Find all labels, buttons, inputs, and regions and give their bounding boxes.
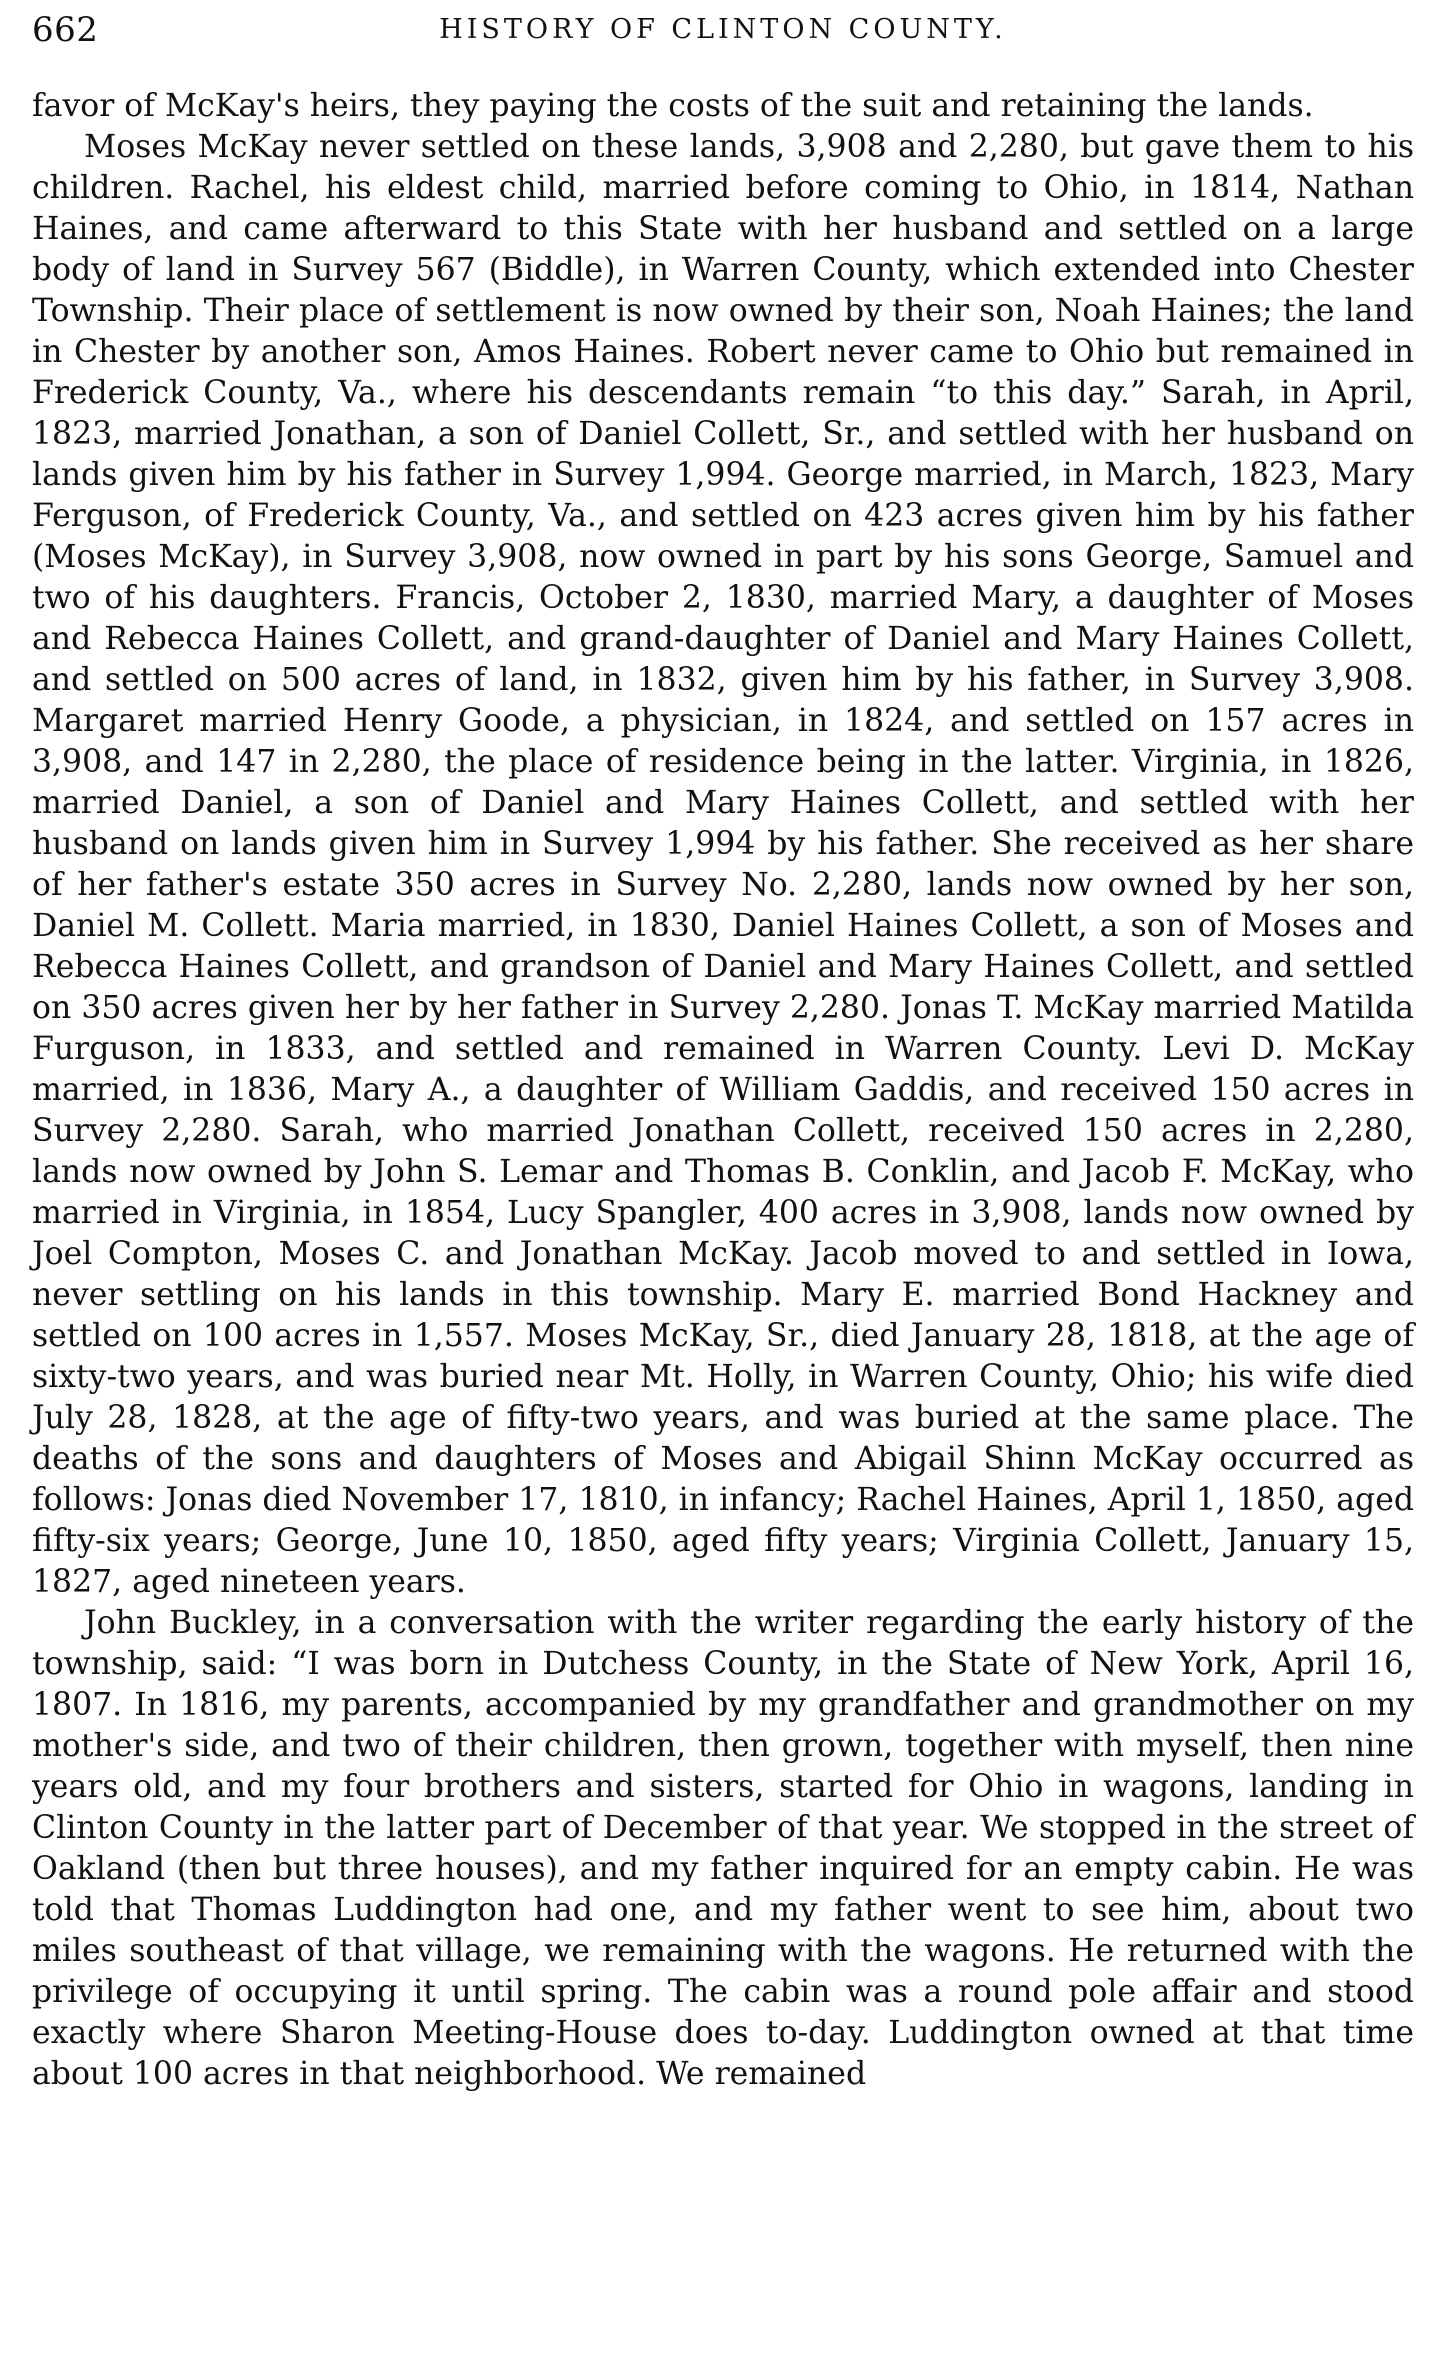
body-text: [32, 86, 1414, 2095]
paragraph-continued: favor of McKay's heirs, they paying the costs of the suit and retaining the lands.: [32, 88, 1314, 124]
document-page: [32, 0, 1414, 2353]
paragraph-mckay-children: Moses McKay never settled on these lands, 3,908 and 2,280, but gave them to his children. Rachel, his eldest child, married before coming to Ohio, in 1814, Nathan Haines, and came afterward to this State with her husband and settled on a large body of land in Survey 567 (Biddle), in Warren County, which extended into Chester Township. Their place of settlement is now owned by their son, Noah Haines; the land in Chester by another son, Amos Haines. Robert never came to Ohio but remained in Frederick County, Va., where his descendants remain “to this day.” Sarah, in April, 1823, married Jonathan, a son of Daniel Collett, Sr., and settled with her husband on lands given him by his father in Survey 1,994. George married, in March, 1823, Mary Ferguson, of Frederick County, Va., and settled on 423 acres given him by his father (Moses McKay), in Survey 3,908, now owned in part by his sons George, Samuel and two of his daughters. Francis, October 2, 1830, married Mary, a daughter of Moses and Rebecca Haines Collett, and grand-daughter of Daniel and Mary Haines Collett, and settled on 500 acres of land, in 1832, given him by his father, in Survey 3,908. Margaret married Henry Goode, a physician, in 1824, and settled on 157 acres in 3,908, and 147 in 2,280, the place of residence being in the latter. Virginia, in 1826, married Daniel, a son of Daniel and Mary Haines Collett, and settled with her husband on lands given him in Survey 1,994 by his father. She received as her share of her father's estate 350 acres in Survey No. 2,280, lands now owned by her son, Daniel M. Collett. Maria married, in 1830, Daniel Haines Collett, a son of Moses and Rebecca Haines Collett, and grandson of Daniel and Mary Haines Collett, and settled on 350 acres given her by her father in Survey 2,280. Jonas T. McKay married Matilda Furguson, in 1833, and settled and remained in Warren County. Levi D. McKay married, in 1836, Mary A., a daughter of William Gaddis, and received 150 acres in Survey 2,280. Sarah, who married Jonathan Collett, received 150 acres in 2,280, lands now owned by John S. Lemar and Thomas B. Conklin, and Jacob F. McKay, who married in Virginia, in 1854, Lucy Spangler, 400 acres in 3,908, lands now owned by Joel Compton, Moses C. and Jonathan McKay. Jacob moved to and settled in Iowa, never settling on his lands in this township. Mary E. married Bond Hackney and settled on 100 acres in 1,557. Moses McKay, Sr., died January 28, 1818, at the age of sixty-two years, and was buried near Mt. Holly, in Warren County, Ohio; his wife died July 28, 1828, at the age of fifty-two years, and was buried at the same place. The deaths of the sons and daughters of Moses and Abigail Shinn McKay occurred as follows: Jonas died November 17, 1810, in infancy; Rachel Haines, April 1, 1850, aged fifty-six years; George, June 10, 1850, aged fifty years; Virginia Collett, January 15, 1827, aged nineteen years.: [32, 129, 1414, 1600]
page-header: [32, 0, 1414, 72]
running-title: HISTORY OF CLINTON COUNTY.: [439, 14, 1007, 45]
page-number: 662: [32, 10, 99, 50]
paragraph-john-buckley: John Buckley, in a conversation with the writer regarding the early history of the township, said: “I was born in Dutchess County, in the State of New York, April 16, 1807. In 1816, my parents, accompanied by my grandfather and grandmother on my mother's side, and two of their children, then grown, together with myself, then nine years old, and my four brothers and sisters, started for Ohio in wagons, landing in Clinton County in the latter part of December of that year. We stopped in the street of Oakland (then but three houses), and my father inquired for an empty cabin. He was told that Thomas Luddington had one, and my father went to see him, about two miles southeast of that village, we remaining with the wagons. He returned with the privilege of occupying it until spring. The cabin was a round pole affair and stood exactly where Sharon Meeting-House does to-day. Luddington owned at that time about 100 acres in that neighborhood. We remained: [32, 1605, 1414, 2092]
